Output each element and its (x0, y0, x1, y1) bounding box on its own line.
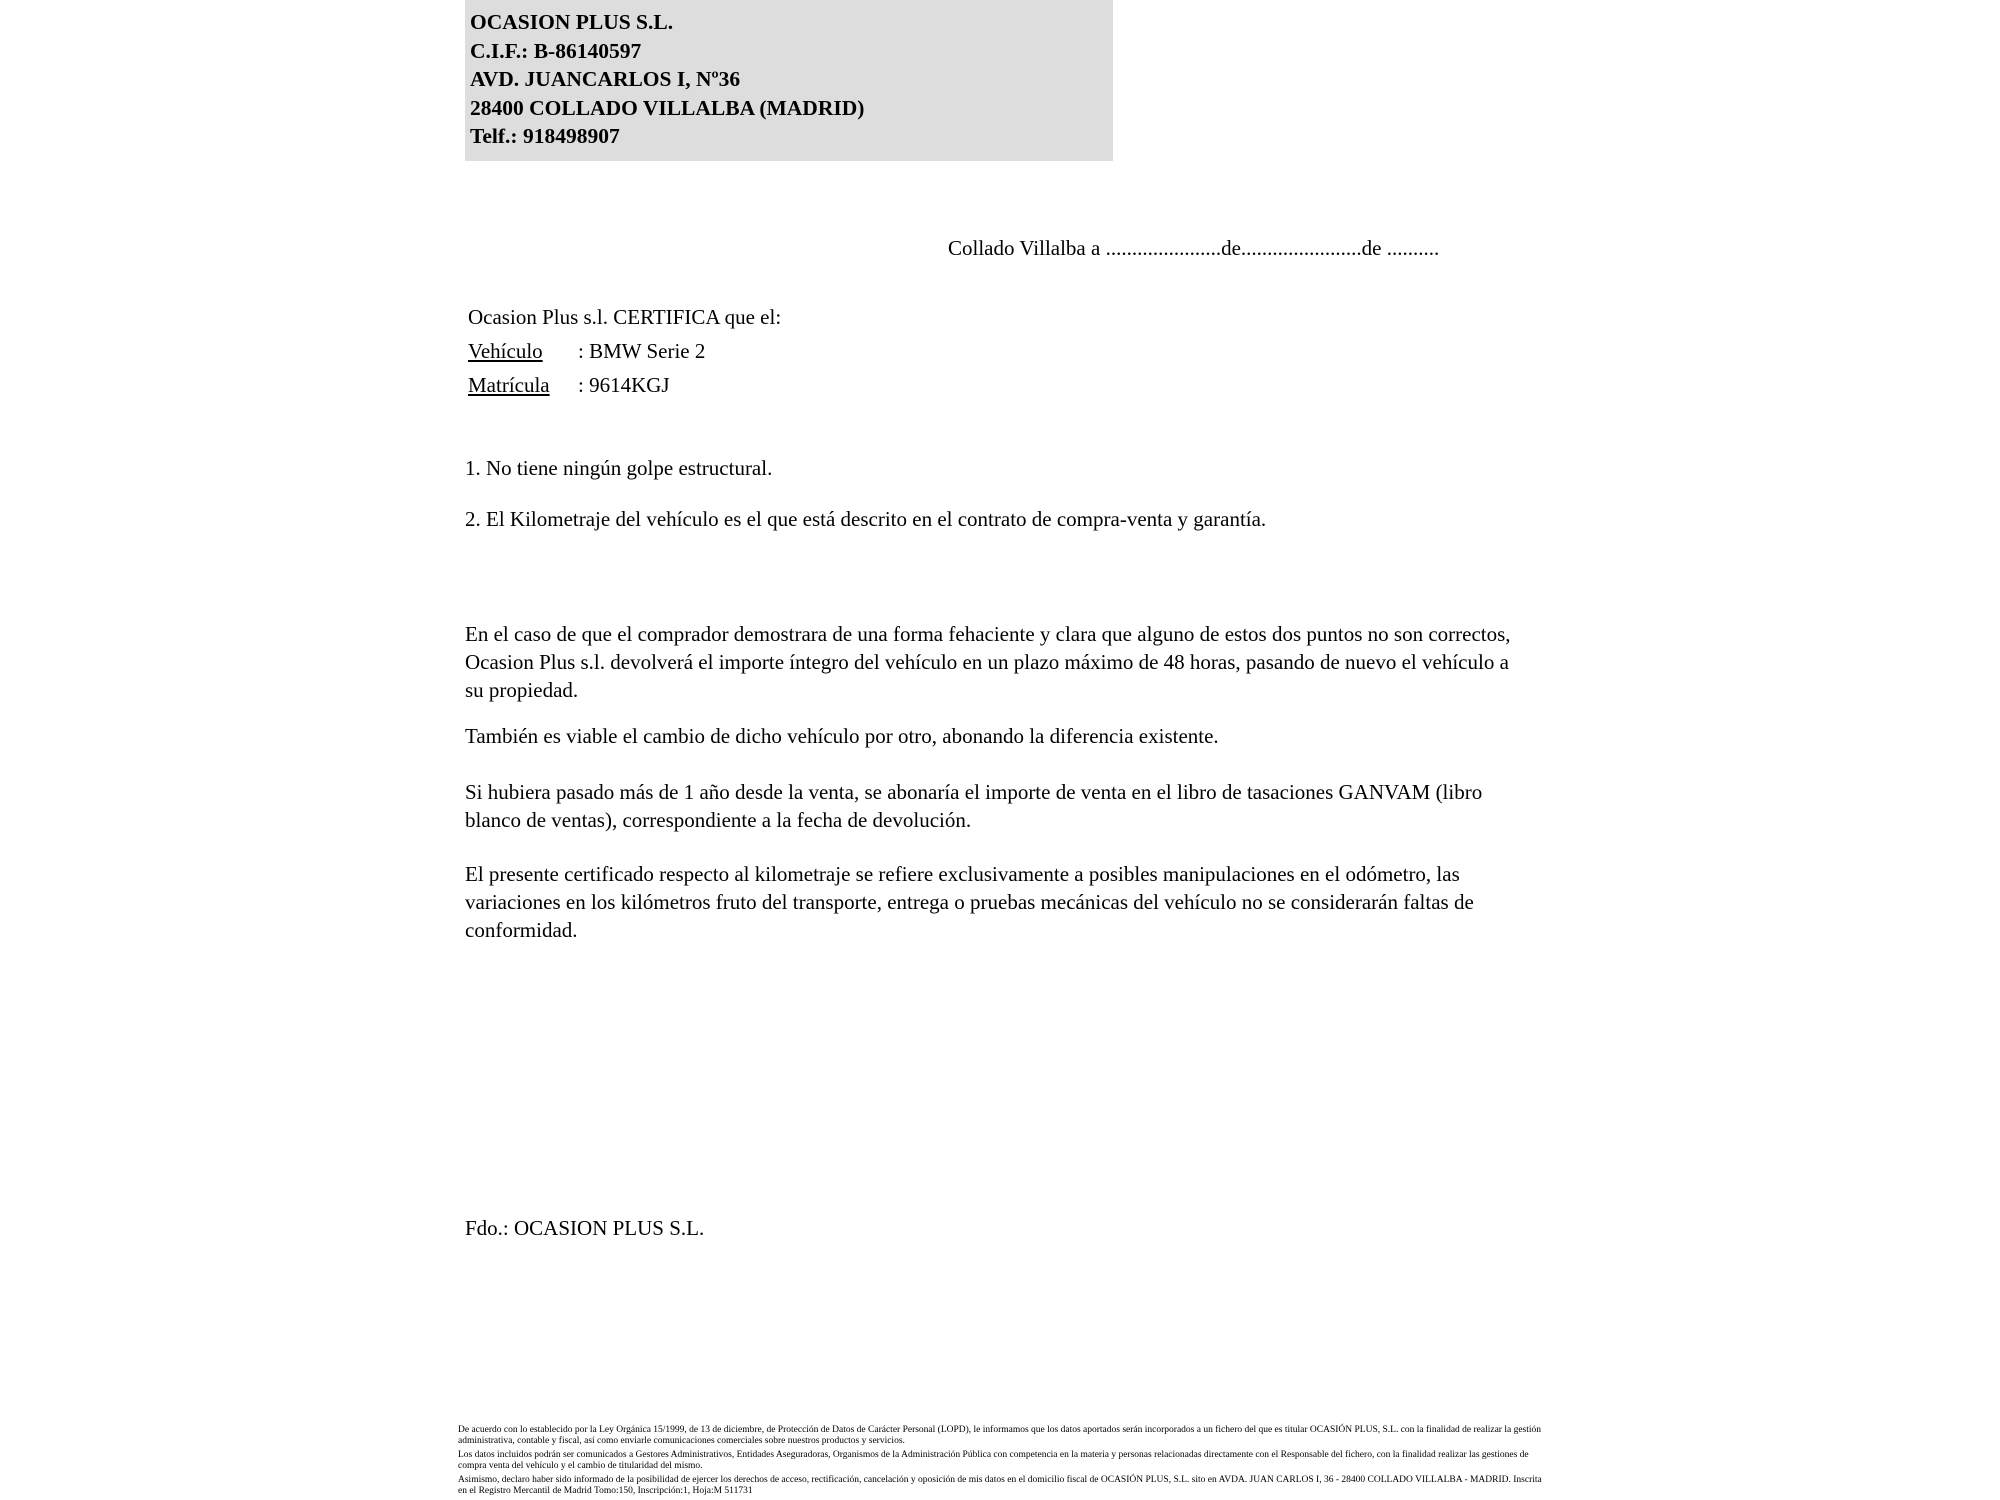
legal-footer (458, 1425, 1548, 1499)
date-line: Collado Villalba a ......................de.......................de .......... (948, 236, 1440, 260)
vehicle-row (468, 334, 781, 368)
letterhead-phone: Telf.: 918498907 (470, 124, 620, 148)
paragraph-exchange: También es viable el cambio de dicho vehículo por otro, abonando la diferencia existente. (465, 724, 1219, 748)
signature-line: Fdo.: OCASION PLUS S.L. (465, 1216, 705, 1240)
plate-value: : 9614KGJ (578, 373, 670, 397)
paragraph-refund: En el caso de que el comprador demostrara de una forma fehaciente y clara que alguno de estos dos puntos no son correctos, Ocasion Plus s.l. devolverá el importe íntegro del vehículo en un plazo máximo de 48 horas, pasando de nuevo el vehículo a su propiedad. (465, 622, 1511, 702)
point-2: 2. El Kilometraje del vehículo es el que está descrito en el contrato de compra-venta y garantía. (465, 507, 1267, 531)
certification-block (468, 300, 781, 402)
letterhead-company-name: OCASION PLUS S.L. (470, 10, 674, 34)
paragraph-odometer: El presente certificado respecto al kilometraje se refiere exclusivamente a posibles manipulaciones en el odómetro, las variaciones en los kilómetros fruto del transporte, entrega o pruebas mecánicas del vehículo no se considerarán faltas de conformidad. (465, 862, 1474, 942)
vehicle-label: Vehículo (468, 339, 543, 363)
point-1: 1. No tiene ningún golpe estructural. (465, 456, 773, 480)
letterhead-city: 28400 COLLADO VILLALBA (MADRID) (470, 95, 865, 120)
legal-paragraph-3: Asimismo, declaro haber sido informado de la posibilidad de ejercer los derechos de acceso, rectificación, cancelación y oposición de mis datos en el domicilio fiscal de OCASIÓN PLUS, S.L. sito en AVDA. JUAN CARLOS I, 36 - 28400 COLLADO VILLALBA - MADRID. Inscrita en el Registro Mercantil de Madrid Tomo:150, Inscripción:1, Hoja:M 511731 (458, 1474, 1542, 1497)
certification-intro: Ocasion Plus s.l. CERTIFICA que el: (468, 305, 782, 329)
letterhead-cif: C.I.F.: B-86140597 (470, 38, 642, 63)
vehicle-value: : BMW Serie 2 (578, 339, 706, 363)
plate-row (468, 368, 781, 402)
plate-label: Matrícula (468, 373, 550, 397)
letterhead-address: AVD. JUANCARLOS I, Nº36 (470, 67, 741, 91)
legal-paragraph-2: Los datos incluidos podrán ser comunicados a Gestores Administrativos, Entidades Aseguradoras, Organismos de la Administración Pública con competencia en la materia y personas relacionadas directamente con el Responsable del fichero, con la finalidad realizar las gestiones de compra venta del vehículo y el cambio de titularidad del mismo. (458, 1449, 1529, 1472)
letterhead-block (465, 0, 1113, 161)
legal-paragraph-1: De acuerdo con lo establecido por la Ley Orgánica 15/1999, de 13 de diciembre, de Protección de Datos de Carácter Personal (LOPD), le informamos que los datos aportados serán incorporados a un fichero del que es titular OCASIÓN PLUS, S.L. con la finalidad de realizar la gestión administrativa, contable y fiscal, así como enviarle comunicaciones comerciales sobre nuestros productos y servicios. (458, 1425, 1542, 1447)
paragraph-ganvam: Si hubiera pasado más de 1 año desde la venta, se abonaría el importe de venta en el libro de tasaciones GANVAM (libro blanco de ventas), correspondiente a la fecha de devolución. (465, 780, 1483, 832)
